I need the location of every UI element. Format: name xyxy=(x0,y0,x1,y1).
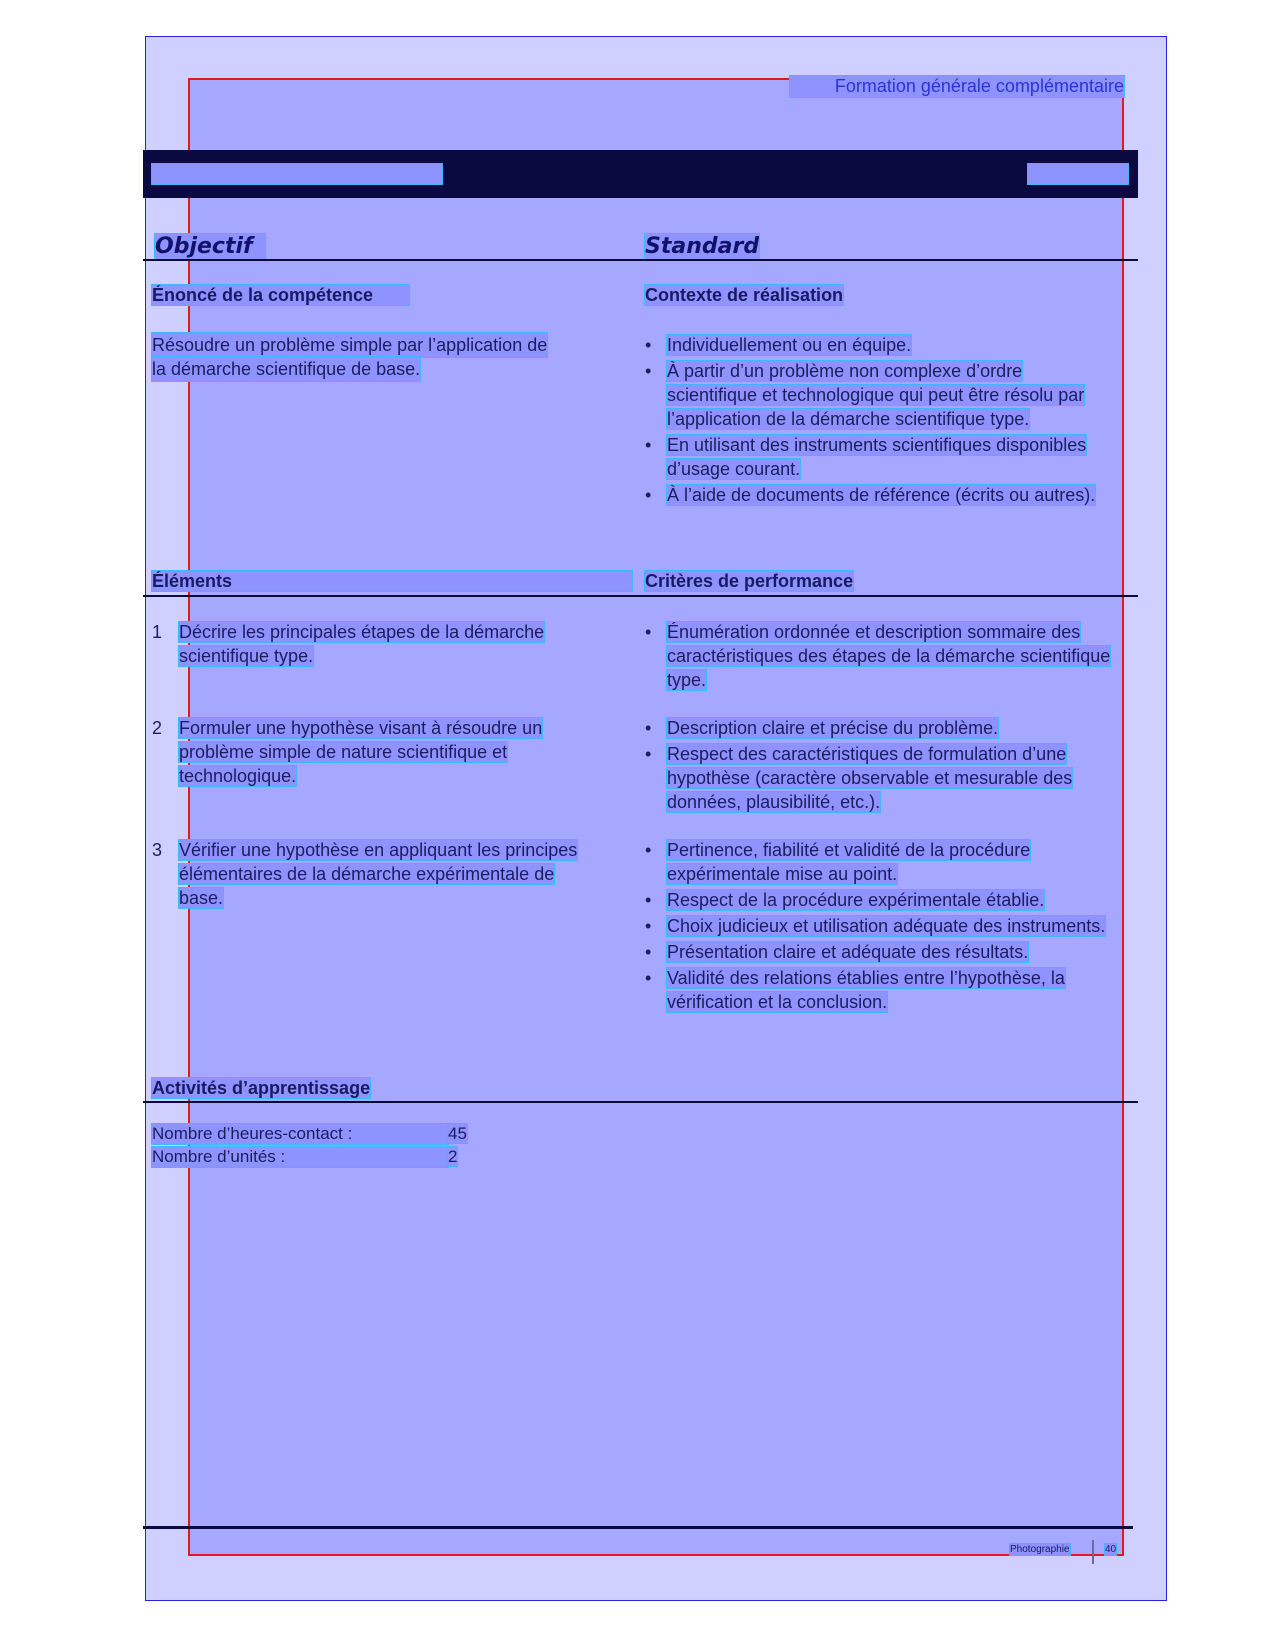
list-item: • Validité des relations établies entre l’hypothèse, la vérification et la conclusion. xyxy=(645,966,1120,1014)
list-item: • Description claire et précise du problème. xyxy=(645,716,1085,740)
list-item: • En utilisant des instruments scientifiques disponibles d’usage courant. xyxy=(645,433,1115,481)
list-item: • Respect de la procédure expérimentale établie. xyxy=(645,888,1120,912)
elements-heading: Éléments xyxy=(152,571,632,592)
criteria-list-2 xyxy=(645,716,1085,816)
criteria-list-1 xyxy=(645,620,1115,694)
hours-contact: Nombre d’heures-contact : 45 xyxy=(152,1124,467,1143)
element-1: 1 Décrire les principales étapes de la démarche scientifique type. xyxy=(152,622,545,666)
course-code: Code : 000Y xyxy=(1027,164,1128,184)
list-item: • Choix judicieux et utilisation adéquate des instruments. xyxy=(645,914,1120,938)
page-number: 40 xyxy=(1105,1544,1117,1555)
criteres-heading: Critères de performance xyxy=(645,571,854,591)
column-heading-objectif: Objectif xyxy=(155,234,265,259)
list-item: • Individuellement ou en équipe. xyxy=(645,333,1115,357)
list-item: • À l’aide de documents de référence (écrits ou autres). xyxy=(645,483,1115,507)
units: Nombre d’unités : 2 xyxy=(152,1147,458,1166)
list-item: • Pertinence, fiabilité et validité de la procédure expérimentale mise au point. xyxy=(645,838,1120,886)
divider xyxy=(143,595,1138,597)
activites-heading: Activités d’apprentissage xyxy=(152,1078,371,1098)
divider xyxy=(143,1101,1138,1103)
footer-text: Photographie xyxy=(1010,1544,1070,1555)
list-item: • Présentation claire et adéquate des résultats. xyxy=(645,940,1120,964)
divider xyxy=(143,259,1138,261)
element-3: 3 Vérifier une hypothèse en appliquant les principes élémentaires de la démarche expérimentale de base. xyxy=(152,840,578,908)
course-title: Culture scientifique et technologique xyxy=(152,164,443,184)
contexte-heading: Contexte de réalisation xyxy=(645,285,844,305)
element-2: 2 Formuler une hypothèse visant à résoudre un problème simple de nature scientifique et technologique. xyxy=(152,718,543,786)
contexte-list xyxy=(645,333,1115,509)
list-item: • Énumération ordonnée et description sommaire des caractéristiques des étapes de la démarche scientifique type. xyxy=(645,620,1115,692)
footer-rule xyxy=(143,1526,1133,1529)
running-header: Formation générale complémentaire xyxy=(790,76,1124,97)
list-item: • Respect des caractéristiques de formulation d’une hypothèse (caractère observable et mesurable des données, plausibilité, etc.). xyxy=(645,742,1085,814)
competence-heading: Énoncé de la compétence xyxy=(152,285,409,306)
criteria-list-3 xyxy=(645,838,1120,1016)
footer-separator xyxy=(1092,1540,1094,1564)
competence-statement: Résoudre un problème simple par l’application de la démarche scientifique de base. xyxy=(152,335,548,379)
list-item: • À partir d’un problème non complexe d’ordre scientifique et technologique qui peut être résolu par l’application de la démarche scientifique type. xyxy=(645,359,1115,431)
column-heading-standard: Standard xyxy=(645,234,760,259)
